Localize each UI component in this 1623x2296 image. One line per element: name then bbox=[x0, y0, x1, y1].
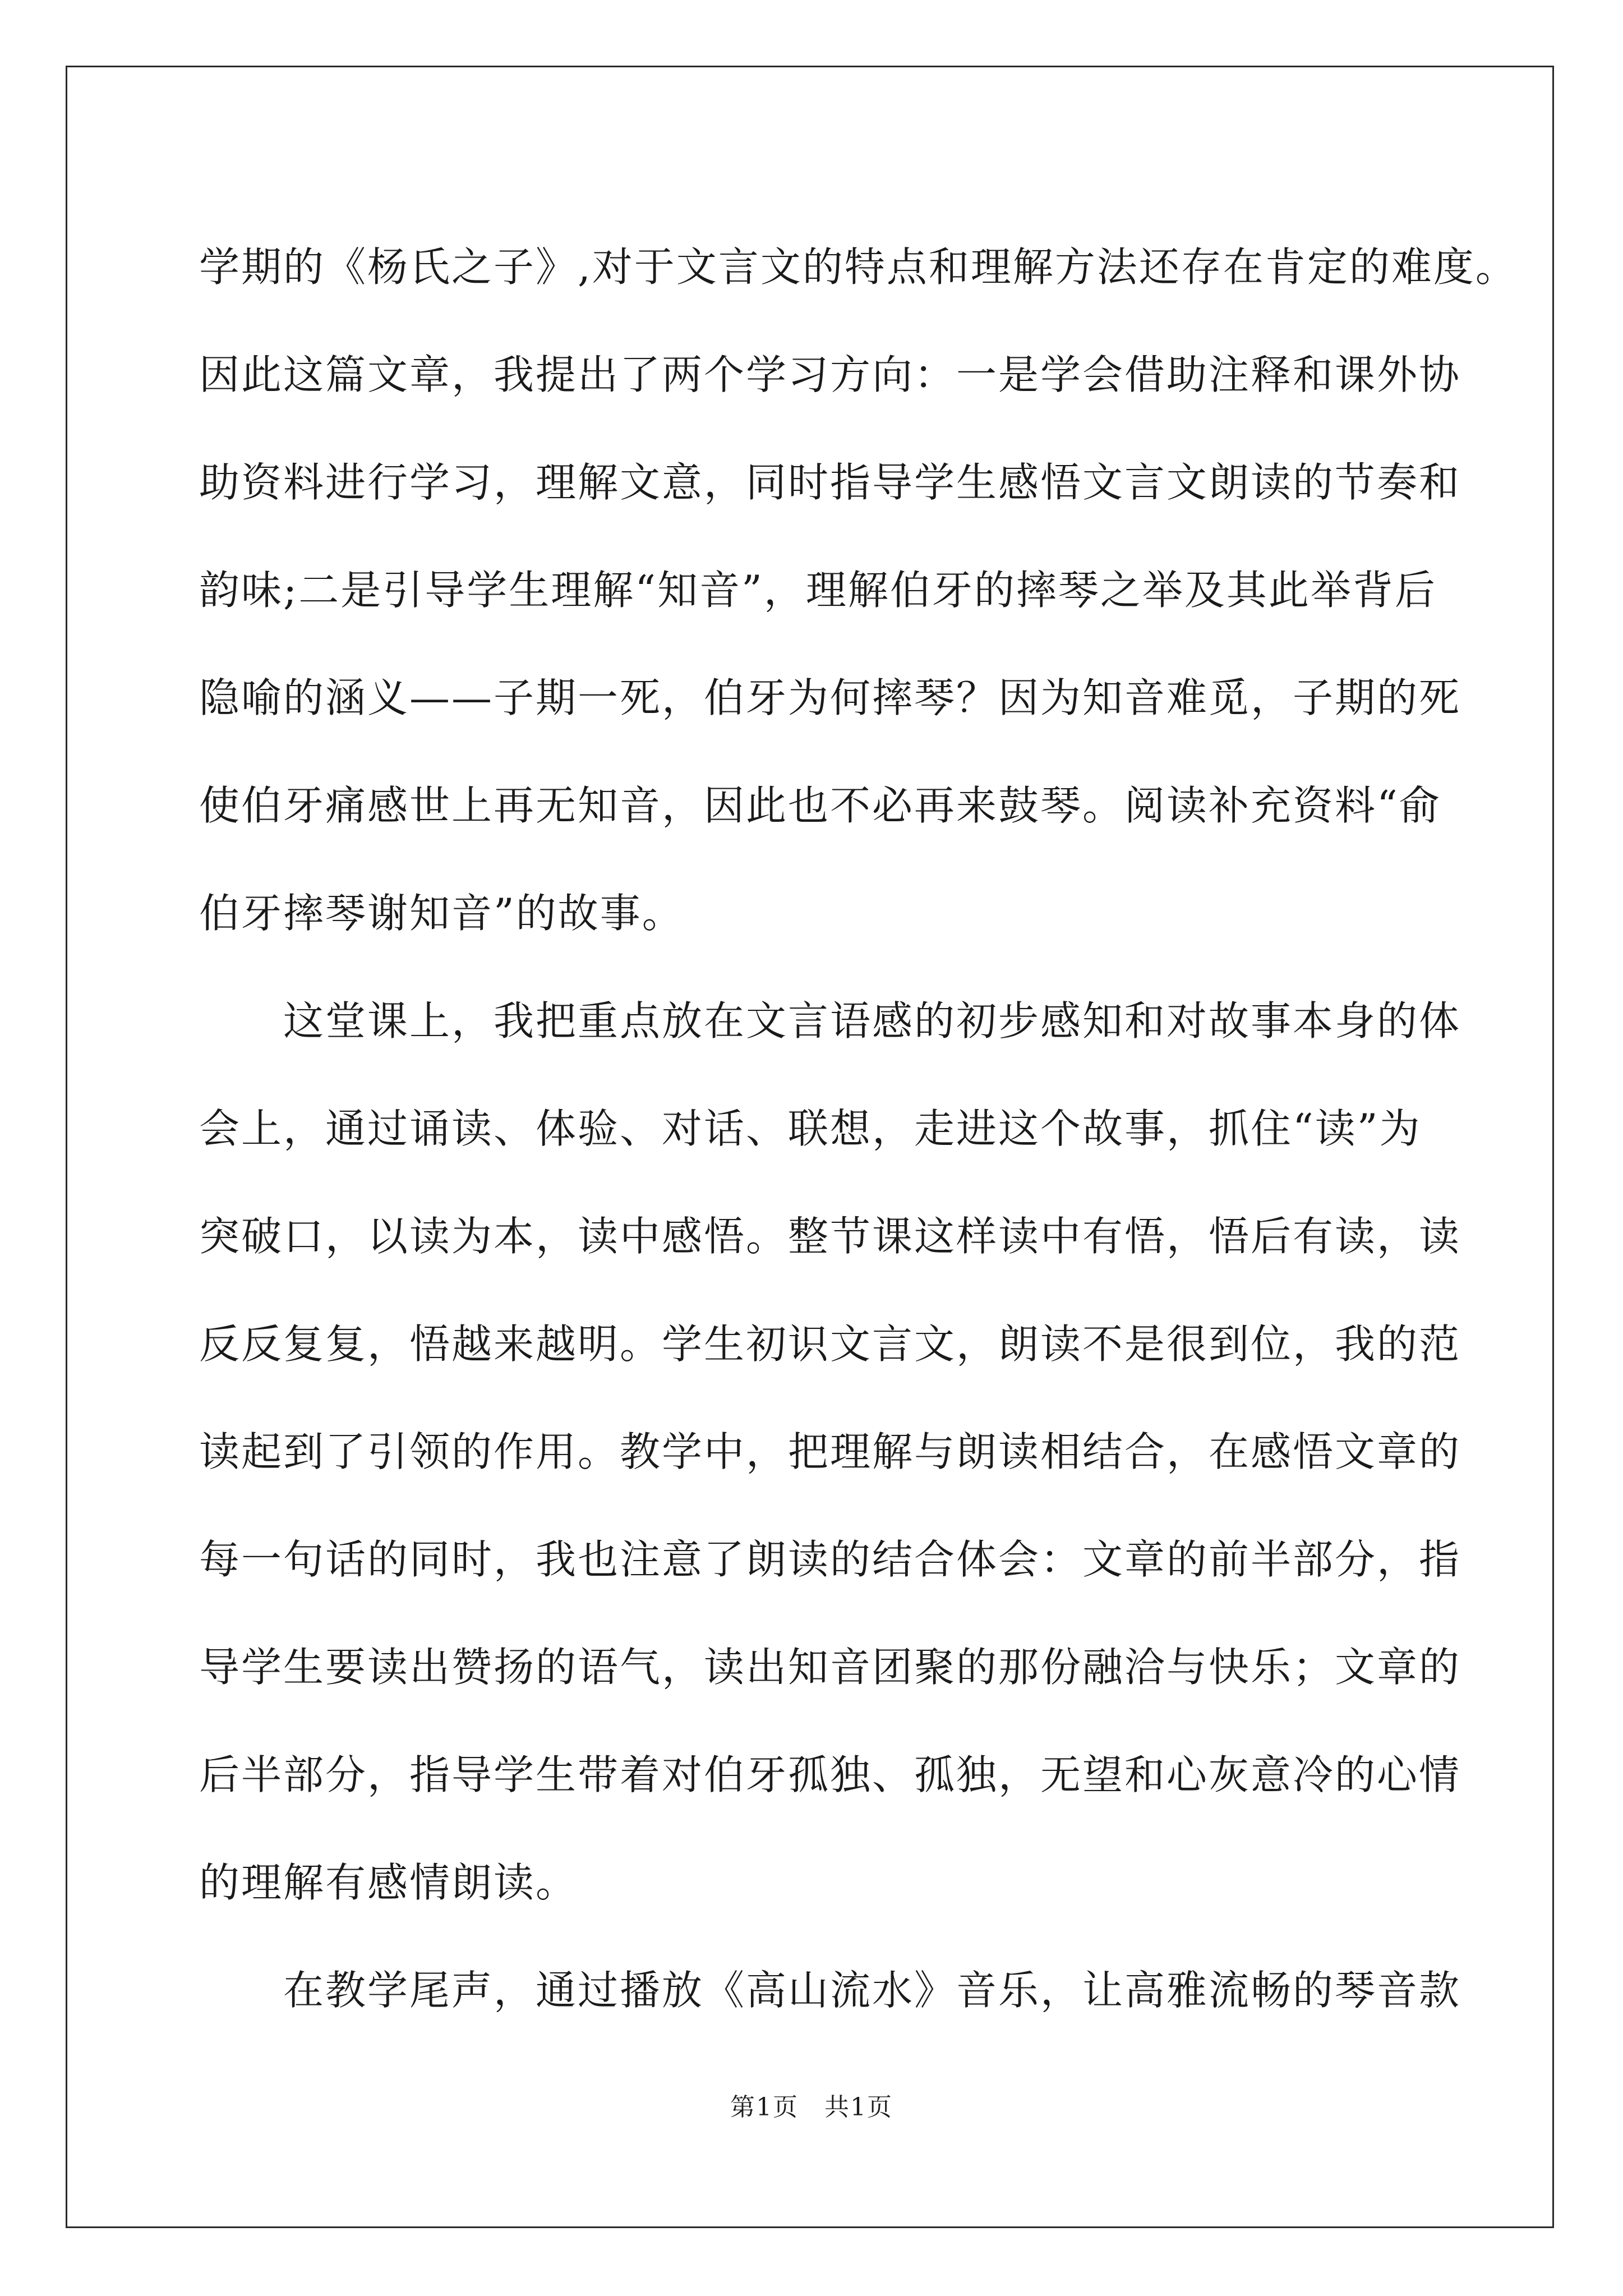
text-line: 韵味;二是引导学生理解“知音”，理解伯牙的摔琴之举及其此举背后 bbox=[199, 567, 1437, 614]
document-body bbox=[199, 213, 1518, 2044]
paragraph-start-line: 这堂课上，我把重点放在文言语感的初步感知和对故事本身的体 bbox=[283, 997, 1461, 1045]
text-line: 反反复复，悟越来越明。学生初识文言文，朗读不是很到位，我的范 bbox=[199, 1320, 1461, 1368]
text-line: 读起到了引领的作用。教学中，把理解与朗读相结合，在感悟文章的 bbox=[199, 1428, 1461, 1475]
text-line: 隐喻的涵义——子期一死，伯牙为何摔琴？因为知音难觅，子期的死 bbox=[199, 674, 1461, 721]
text-line: 导学生要读出赞扬的语气，读出知音团聚的那份融洽与快乐；文章的 bbox=[199, 1644, 1461, 1691]
text-line: 的理解有感情朗读。 bbox=[199, 1859, 578, 1906]
text-line: 伯牙摔琴谢知音”的故事。 bbox=[199, 890, 684, 937]
text-line: 因此这篇文章，我提出了两个学习方向：一是学会借助注释和课外协 bbox=[199, 351, 1461, 398]
text-line: 会上，通过诵读、体验、对话、联想，走进这个故事，抓住“读”为 bbox=[199, 1105, 1422, 1152]
text-line: 助资料进行学习，理解文意，同时指导学生感悟文言文朗读的节奏和 bbox=[199, 459, 1461, 506]
text-line: 每一句话的同时，我也注意了朗读的结合体会：文章的前半部分，指 bbox=[199, 1536, 1461, 1583]
text-line: 突破口，以读为本，读中感悟。整节课这样读中有悟，悟后有读，读 bbox=[199, 1213, 1461, 1260]
page-footer: 第1页 共1页 bbox=[730, 2093, 893, 2122]
paragraph-start-line: 在教学尾声，通过播放《高山流水》音乐，让高雅流畅的琴音款 bbox=[283, 1967, 1461, 2014]
text-line: 使伯牙痛感世上再无知音，因此也不必再来鼓琴。阅读补充资料“俞 bbox=[199, 782, 1441, 829]
text-line: 学期的《杨氏之子》,对于文言文的特点和理解方法还存在肯定的难度。 bbox=[199, 243, 1518, 291]
text-line: 后半部分，指导学生带着对伯牙孤独、孤独，无望和心灰意冷的心情 bbox=[199, 1751, 1461, 1798]
